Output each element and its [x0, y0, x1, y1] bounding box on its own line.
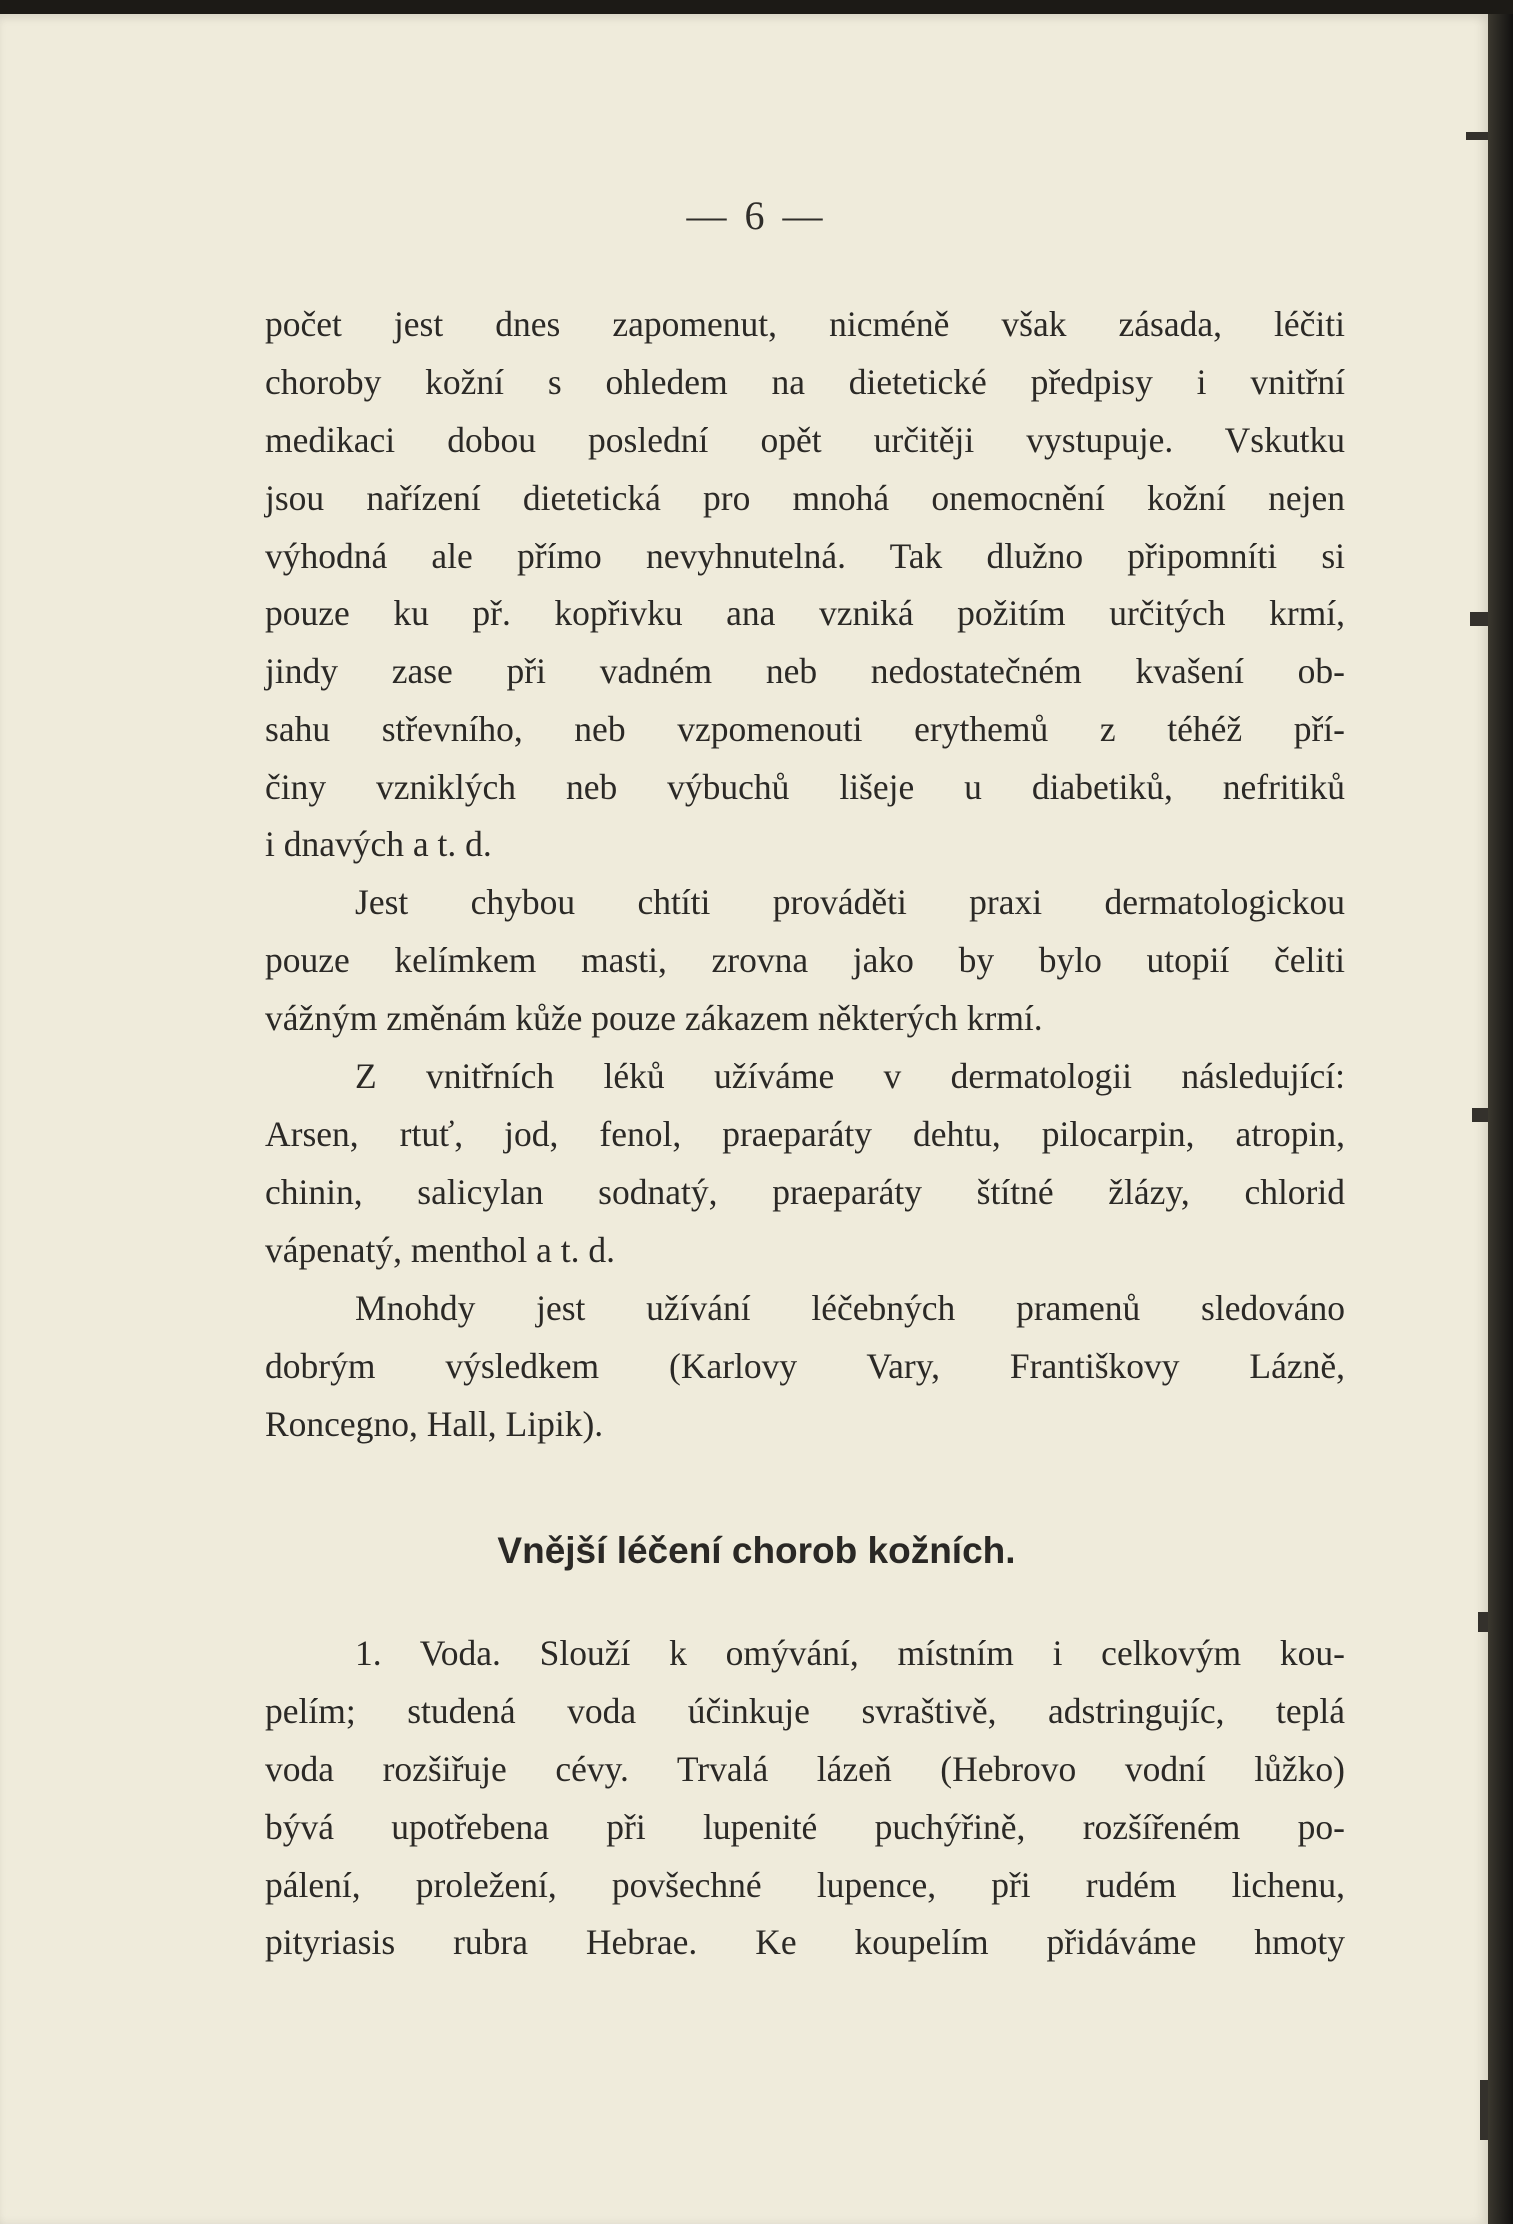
text-line: 1. Voda. Slouží k omývání, místním i celkovým kou- — [355, 1633, 1345, 1673]
text-line: pouze kelímkem masti, zrovna jako by bylo utopií čeliti — [265, 940, 1345, 980]
text-line: pityriasis rubra Hebrae. Ke koupelím přidáváme hmoty — [265, 1922, 1345, 1962]
text-line: počet jest dnes zapomenut, nicméně však zásada, léčiti — [265, 304, 1345, 344]
text-line: pouze ku př. kopřivku ana vzniká požitím určitých krmí, — [265, 593, 1345, 633]
text-line: sahu střevního, neb vzpomenouti erythemů z téhéž pří- — [265, 709, 1345, 749]
text-line: medikaci dobou poslední opět určitěji vystupuje. Vskutku — [265, 420, 1345, 460]
margin-speck — [1480, 2080, 1488, 2140]
section-heading: Vnější léčení chorob kožních. — [497, 1530, 1016, 1571]
text-line: choroby kožní s ohledem na dietetické předpisy i vnitřní — [265, 362, 1345, 402]
text-line: pelím; studená voda účinkuje svraštivě, adstringujíc, teplá — [265, 1691, 1345, 1731]
text-line: Mnohdy jest užívání léčebných pramenů sledováno — [355, 1288, 1345, 1328]
text-line: dobrým výsledkem (Karlovy Vary, Františkovy Lázně, — [265, 1346, 1345, 1386]
text-line: Jest chybou chtíti prováděti praxi dermatologickou — [355, 882, 1345, 922]
margin-speck — [1472, 1108, 1488, 1122]
text-line: Arsen, rtuť, jod, fenol, praeparáty dehtu, pilocarpin, atropin, — [265, 1114, 1345, 1154]
text-line: vápenatý, menthol a t. d. — [265, 1230, 615, 1270]
text-line: Z vnitřních léků užíváme v dermatologii následující: — [355, 1056, 1345, 1096]
text-line: jindy zase při vadném neb nedostatečném kvašení ob- — [265, 651, 1345, 691]
text-line: jsou nařízení dietetická pro mnohá onemocnění kožní nejen — [265, 478, 1345, 518]
text-line: chinin, salicylan sodnatý, praeparáty štítné žlázy, chlorid — [265, 1172, 1345, 1212]
margin-speck — [1466, 132, 1488, 140]
page-number: — 6 — — [686, 193, 827, 238]
text-line: bývá upotřebena při lupenité puchýřině, rozšířeném po- — [265, 1807, 1345, 1847]
margin-speck — [1478, 1612, 1488, 1632]
text-line: činy vzniklých neb výbuchů lišeje u diabetiků, nefritiků — [265, 767, 1345, 807]
text-line: vážným změnám kůže pouze zákazem některých krmí. — [265, 998, 1043, 1038]
page-edge — [1488, 14, 1513, 2224]
text-line: voda rozšiřuje cévy. Trvalá lázeň (Hebrovo vodní lůžko) — [265, 1749, 1345, 1789]
text-line: i dnavých a t. d. — [265, 824, 492, 864]
margin-speck — [1470, 612, 1488, 626]
text-line: výhodná ale přímo nevyhnutelná. Tak dlužno připomníti si — [265, 536, 1345, 576]
text-line: pálení, proležení, povšechné lupence, při rudém lichenu, — [265, 1865, 1345, 1905]
text-line: Roncegno, Hall, Lipik). — [265, 1404, 604, 1444]
